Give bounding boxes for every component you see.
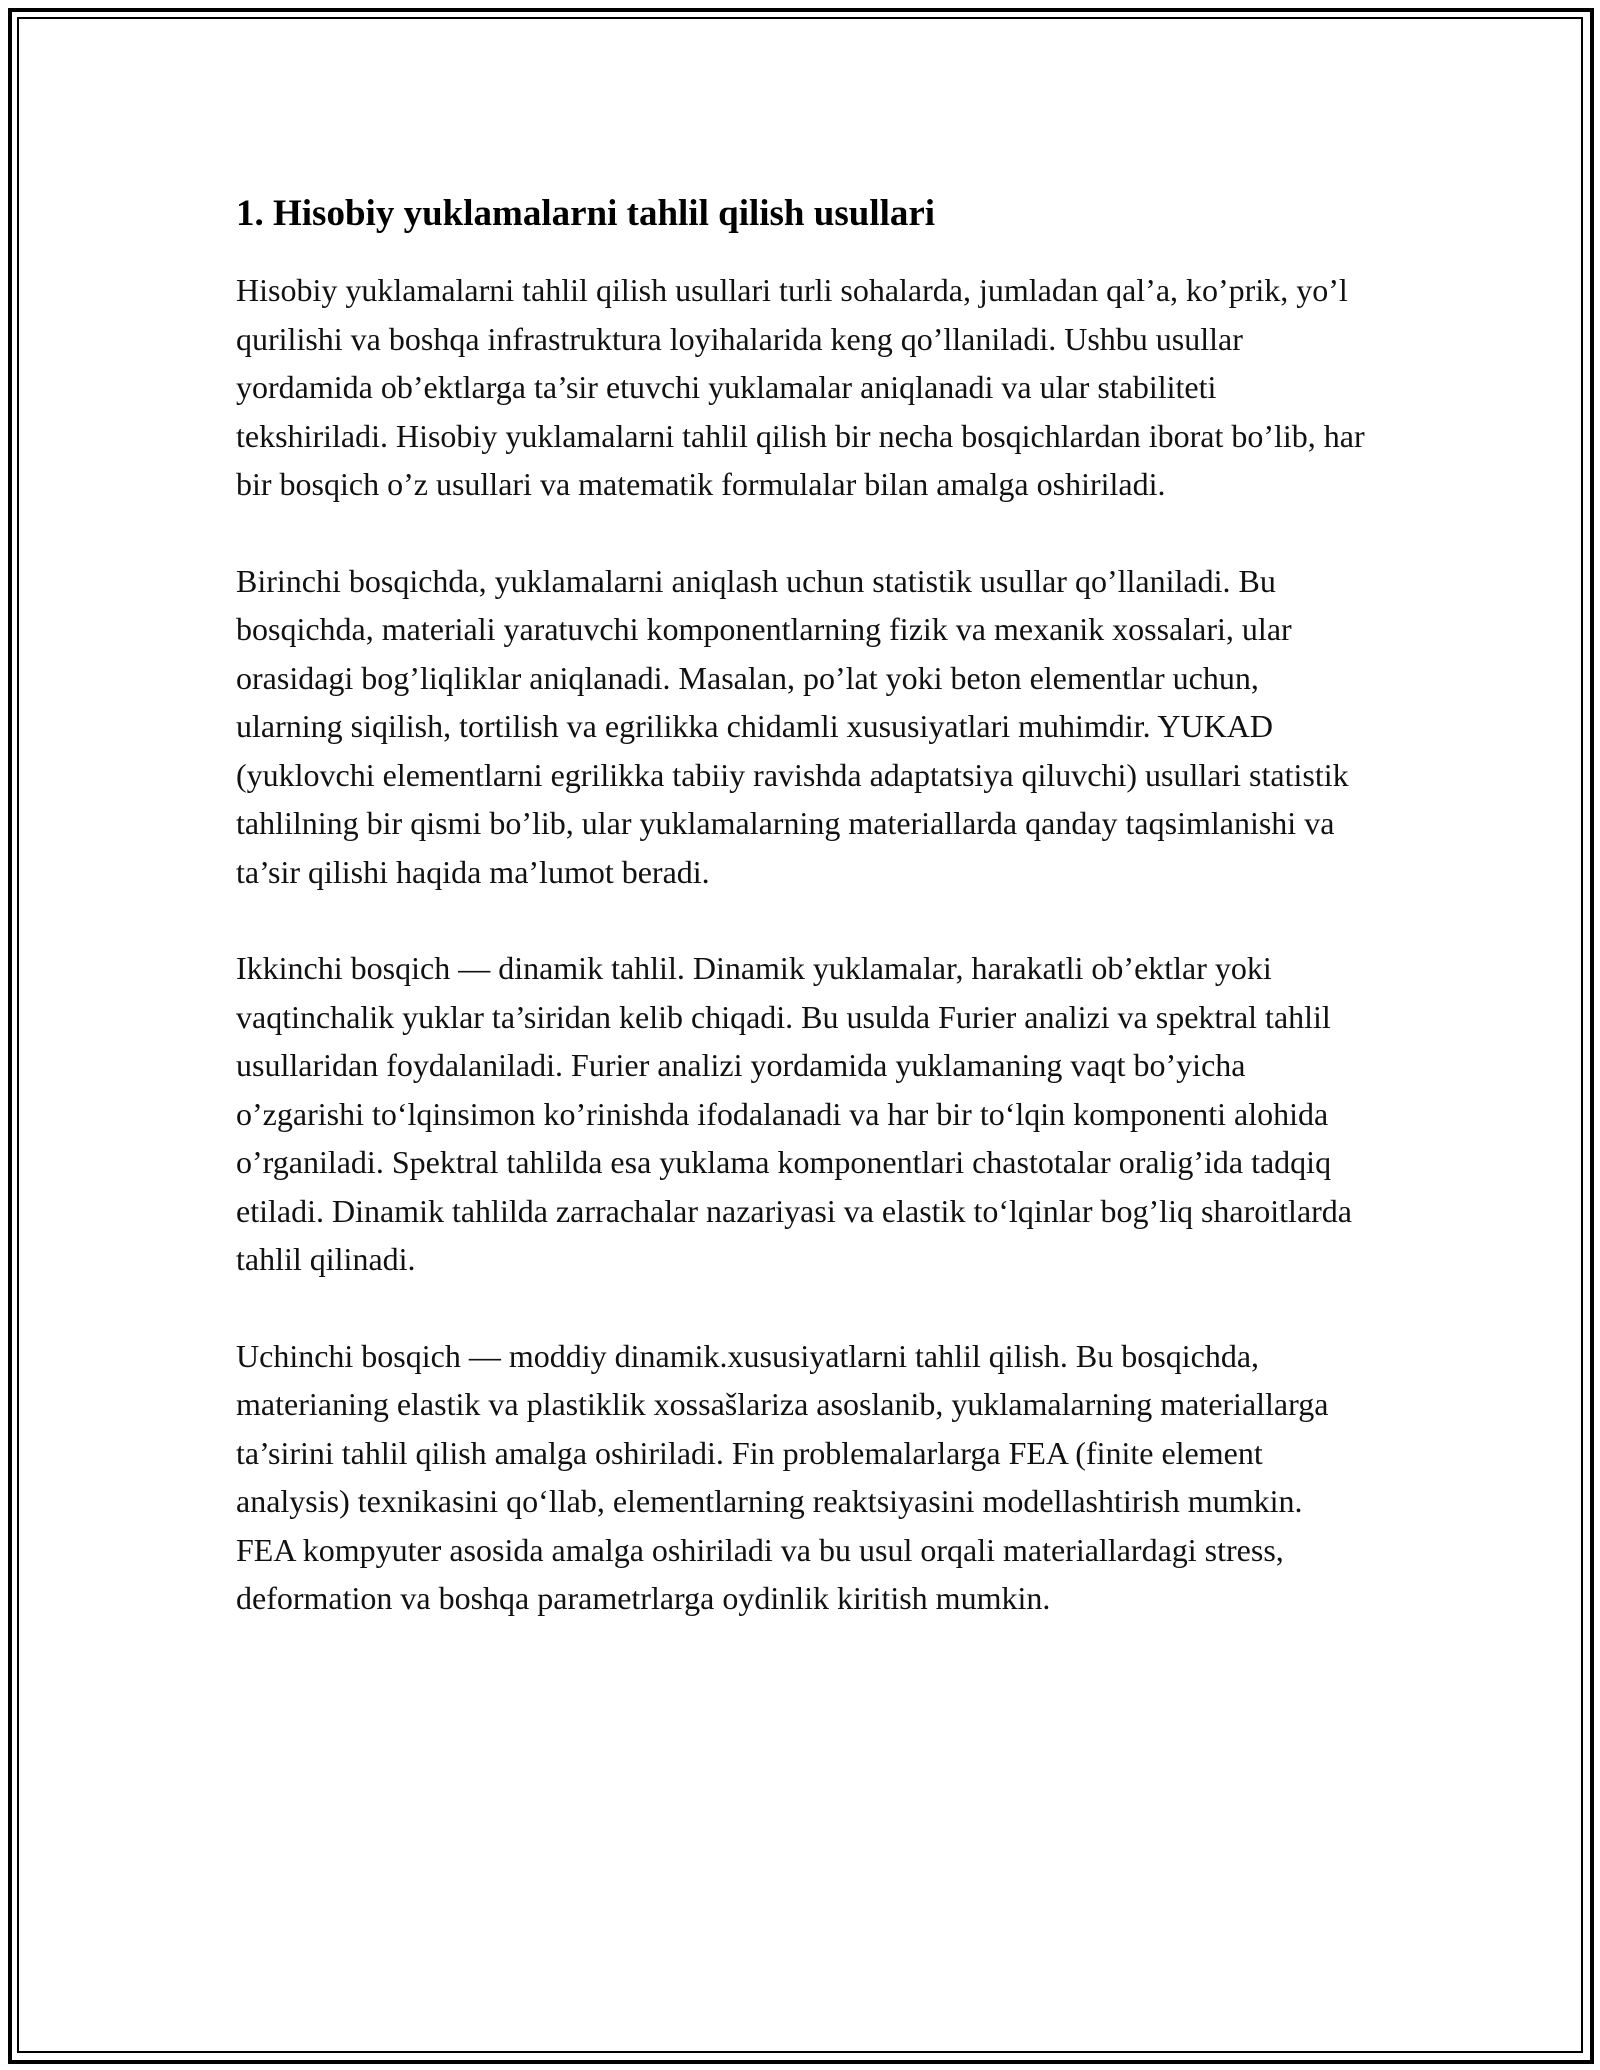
paragraph-second-stage: Ikkinchi bosqich — dinamik tahlil. Dinamik yuklamalar, harakatli ob’ektlar yoki vaqtinchalik yuklar ta’siridan kelib chiqadi. Bu usulda Furier analizi va spektral tahlil usullaridan foydalaniladi. Furier analizi yordamida yuklamaning vaqt bo’yicha o’zgarishi to‘lqinsimon ko’rinishda ifodalanadi va har bir to‘lqin komponenti alohida o’rganiladi. Spektral tahlilda esa yuklama komponentlari chastotalar oralig’ida tadqiq etiladi. Dinamik tahlilda zarrachalar nazariyasi va elastik to‘lqinlar bog’liq sharoitlarda tahlil qilinadi. xyxy=(236,950,1352,1277)
paragraph-intro: Hisobiy yuklamalarni tahlil qilish usullari turli sohalarda, jumladan qal’a, ko’prik, yo’l qurilishi va boshqa infrastruktura loyihalarida keng qo’llaniladi. Ushbu usullar yordamida ob’ektlarga ta’sir etuvchi yuklamalar aniqlanadi va ular stabiliteti tekshiriladi. Hisobiy yuklamalarni tahlil qilish bir necha bosqichlardan iborat bo’lib, har bir bosqich o’z usullari va matematik formulalar bilan amalga oshiriladi. xyxy=(236,272,1365,502)
paragraph-third-stage: Uchinchi bosqich — moddiy dinamik.xususiyatlarni tahlil qilish. Bu bosqichda, materianing elastik va plastiklik xossašlariza asoslanib, yuklamalarning materiallarga ta’sirini tahlil qilish amalga oshiriladi. Fin problemalarlarga FEA (finite element analysis) texnikasini qo‘llab, elementlarning reaktsiyasini modellashtirish mumkin. FEA kompyuter asosida amalga oshiriladi va bu usul orqali materiallardagi stress, deformation va boshqa parametrlarga oydinlik kiritish mumkin. xyxy=(236,1337,1329,1616)
document-body xyxy=(236,188,1368,1671)
paragraph-first-stage: Birinchi bosqichda, yuklamalarni aniqlash uchun statistik usullar qo’llaniladi. Bu bosqichda, materiali yaratuvchi komponentlarning fizik va mexanik xossalari, ular orasidagi bog’liqliklar aniqlanadi. Masalan, po’lat yoki beton elementlar uchun, ularning siqilish, tortilish va egrilikka chidamli xususiyatlari muhimdir. YUKAD (yuklovchi elementlarni egrilikka tabiiy ravishda adaptatsiya qiluvchi) usullari statistik tahlilning bir qismi bo’lib, ular yuklamalarning materiallarda qanday taqsimlanishi va ta’sir qilishi haqida ma’lumot beradi. xyxy=(236,562,1349,890)
section-heading: 1. Hisobiy yuklamalarni tahlil qilish usullari xyxy=(236,193,936,234)
